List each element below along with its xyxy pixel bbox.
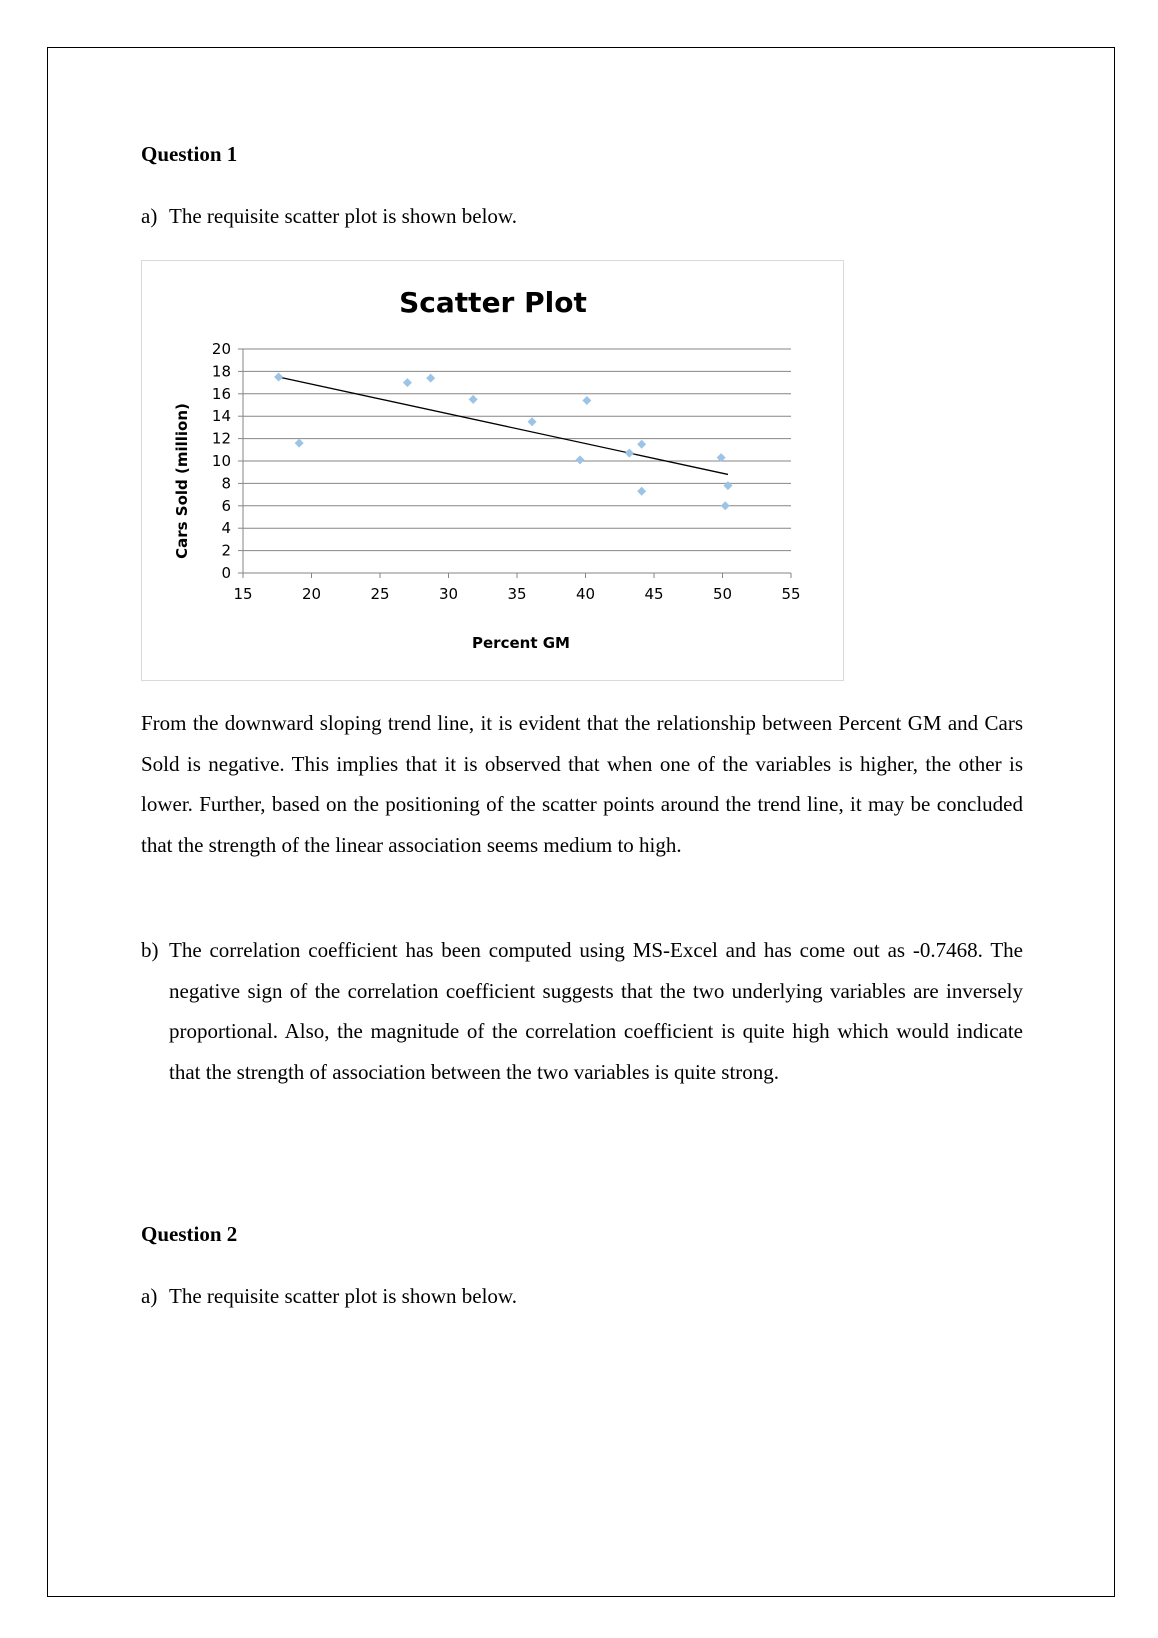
x-tick-label-25: 25 [370, 585, 390, 603]
y-tick-label-0: 0 [221, 564, 231, 582]
grid-lines [243, 349, 791, 551]
x-tick-label-40: 40 [575, 585, 596, 603]
y-tick-label-14: 14 [211, 407, 231, 426]
data-point-14 [721, 501, 730, 510]
y-tick-label-2: 2 [221, 541, 231, 560]
data-point-8 [582, 396, 591, 405]
data-point-13 [723, 481, 732, 490]
question-1-part-a [141, 196, 1023, 237]
y-tick-label-6: 6 [221, 496, 231, 515]
data-point-2 [295, 439, 304, 448]
q2-part-a-label: a) [141, 1284, 158, 1308]
data-points [274, 373, 732, 511]
data-point-4 [426, 374, 435, 383]
x-axis-title: Percent GM [472, 634, 570, 652]
y-tick-label-12: 12 [211, 429, 231, 448]
y-tick-label-10: 10 [211, 452, 231, 470]
question-2-heading: Question 2 [141, 1222, 238, 1246]
axes [238, 349, 791, 578]
x-tick-label-45: 45 [644, 585, 664, 603]
question-1-heading: Question 1 [141, 142, 238, 166]
x-tick-label-15: 15 [233, 585, 253, 603]
part-a-label: a) [141, 204, 158, 228]
part-b-label: b) [141, 938, 159, 962]
y-tick-label-4: 4 [221, 519, 231, 538]
data-point-1 [274, 373, 283, 382]
y-axis-title: Cars Sold (million) [173, 403, 191, 559]
data-point-11 [637, 487, 646, 496]
x-tick-label-55: 55 [781, 585, 801, 603]
part-b-text: The correlation coefficient has been computed using MS-Excel and has come out as -0.7468. The negative sign of the correlation coefficient suggests that the two underlying variables are inversely proportional. Also, the magnitude of the correlation coefficient is quite high which would indicate that the strength of association between the two variables is quite strong. [169, 938, 1023, 1084]
question-1-part-b [141, 930, 1023, 1092]
question-2-part-a [141, 1276, 1023, 1317]
data-point-7 [576, 455, 585, 464]
x-tick-label-20: 20 [301, 585, 322, 603]
part-a-text: The requisite scatter plot is shown below. [169, 204, 517, 228]
x-tick-label-50: 50 [712, 585, 733, 603]
x-tick-label-35: 35 [507, 585, 527, 603]
analysis-paragraph: From the downward sloping trend line, it is evident that the relationship between Percent GM and Cars Sold is negative. This implies that it is observed that when one of the variables is higher, the other is lower. Further, based on the positioning of the scatter points around the trend line, it may be concluded that the strength of the linear association seems medium to high. [141, 711, 1023, 857]
data-point-6 [528, 417, 537, 426]
q2-part-a-text: The requisite scatter plot is shown below. [169, 1284, 517, 1308]
y-tick-label-20: 20 [211, 340, 231, 358]
y-tick-label-18: 18 [211, 362, 231, 381]
trendline [279, 377, 728, 474]
data-point-10 [637, 440, 646, 449]
data-point-9 [625, 449, 634, 458]
y-tick-label-16: 16 [211, 384, 231, 403]
scatter-chart [141, 260, 844, 681]
scatter-chart-svg [142, 261, 843, 680]
x-tick-label-30: 30 [438, 585, 459, 603]
data-point-5 [469, 395, 478, 404]
chart-title: Scatter Plot [399, 286, 587, 319]
y-tick-label-8: 8 [221, 474, 231, 493]
data-point-3 [403, 378, 412, 387]
trendline-group [279, 377, 728, 474]
